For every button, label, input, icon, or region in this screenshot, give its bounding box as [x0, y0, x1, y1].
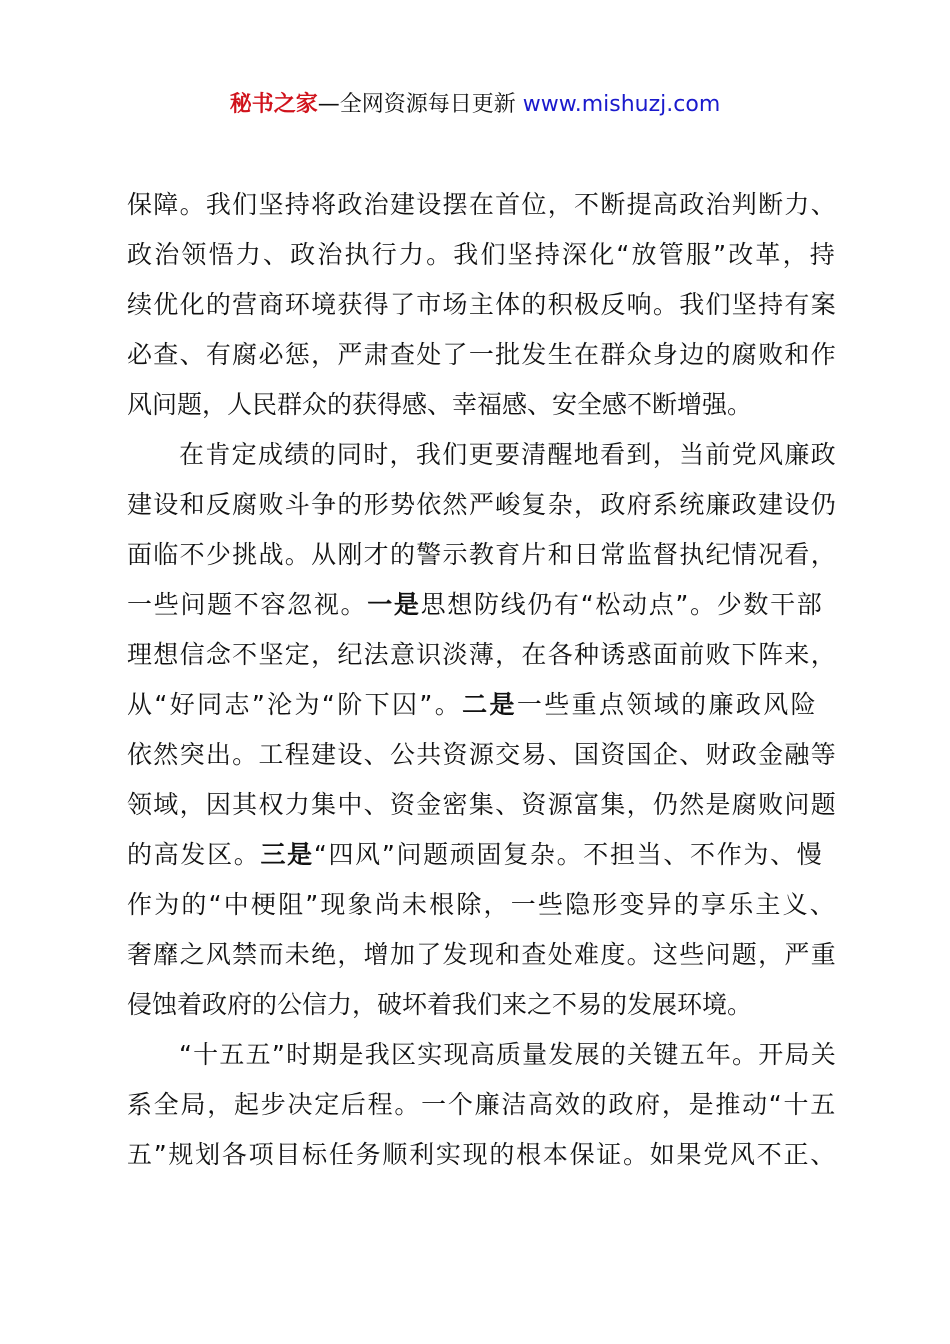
brand-name: 秘书之家 [229, 92, 318, 117]
site-header [0, 88, 950, 122]
text-line: 奢靡之风禁而未绝，增加了发现和查处难度。这些问题，严重 [127, 940, 837, 969]
text-line: 建设和反腐败斗争的形势依然严峻复杂，政府系统廉政建设仍 [127, 490, 837, 519]
header-tagline: —全网资源每日更新 [317, 92, 516, 117]
text-line: 作为的“中梗阻”现象尚未根除，一些隐形变异的享乐主义、 [127, 890, 837, 919]
text-line: 理想信念不坚定，纪法意识淡薄，在各种诱惑面前败下阵来， [127, 640, 837, 669]
site-url-link[interactable]: www.mishuzj.com [522, 92, 721, 117]
text-segment: 一些问题不容忽视。一是思想防线仍有“松动点”。少数干部 [127, 590, 824, 619]
point-marker-three: 三是 [260, 840, 314, 869]
text-line: 五”规划各项目标任务顺利实现的根本保证。如果党风不正、 [127, 1140, 837, 1169]
text-line: 面临不少挑战。从刚才的警示教育片和日常监督执纪情况看， [127, 540, 837, 569]
document-body [127, 180, 837, 1180]
text-line: 保障。我们坚持将政治建设摆在首位，不断提高政治判断力、 [127, 190, 837, 219]
text-line: 领域，因其权力集中、资金密集、资源富集，仍然是腐败问题 [127, 790, 837, 819]
text-line [127, 830, 837, 880]
point-marker-one: 一是 [367, 590, 421, 619]
point-marker-two: 二是 [462, 690, 517, 719]
text-segment: 的高发区。三是“四风”问题顽固复杂。不担当、不作为、慢 [127, 840, 824, 869]
text-line: 续优化的营商环境获得了市场主体的积极反响。我们坚持有案 [127, 290, 837, 319]
text-line: 侵蚀着政府的公信力，破坏着我们来之不易的发展环境。 [127, 990, 753, 1019]
text-line [127, 680, 837, 730]
text-line: 必查、有腐必惩，严肃查处了一批发生在群众身边的腐败和作 [127, 340, 837, 369]
text-line [127, 580, 837, 630]
text-line: 在肯定成绩的同时，我们更要清醒地看到，当前党风廉政 [179, 440, 837, 469]
text-line: 政治领悟力、政治执行力。我们坚持深化“放管服”改革，持 [127, 240, 837, 269]
text-line: 风问题，人民群众的获得感、幸福感、安全感不断增强。 [127, 390, 753, 419]
text-line: 依然突出。工程建设、公共资源交易、国资国企、财政金融等 [127, 740, 837, 769]
text-line: “十五五”时期是我区实现高质量发展的关键五年。开局关 [179, 1040, 837, 1069]
text-line: 系全局，起步决定后程。一个廉洁高效的政府，是推动“十五 [127, 1090, 837, 1119]
text-segment: 从“好同志”沦为“阶下囚”。二是一些重点领域的廉政风险 [127, 690, 818, 719]
